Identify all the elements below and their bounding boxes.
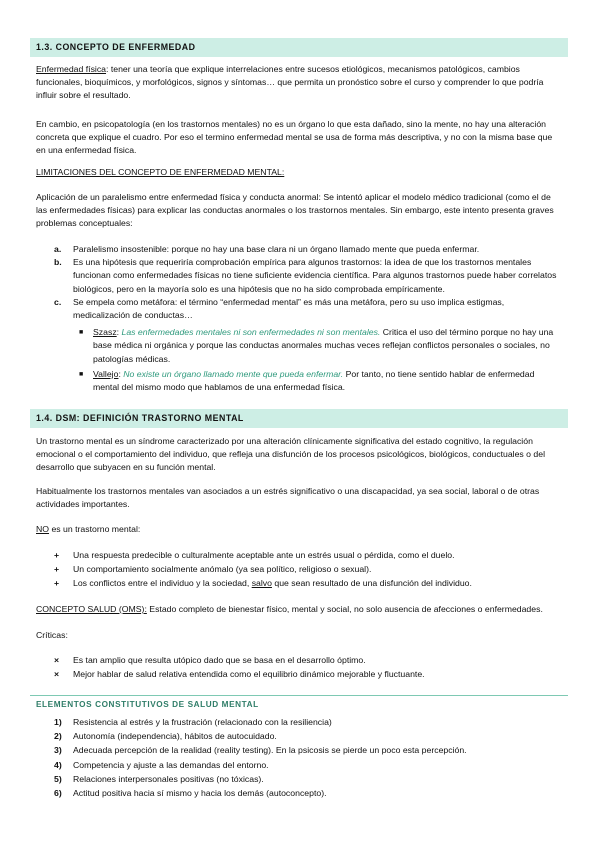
paragraph-paralelismo: Aplicación de un paralelismo entre enfermedad física y conducta anormal: Se intentó aplicar el modelo médico tradicional (como el de las enfermedades físicas) para explicar las conductas anormales o los trastornos mentales. Sin embargo, este intento presenta graves problemas conceptuales: [36,192,554,229]
elementos-list [36,716,560,800]
author-name: Szasz [93,327,117,338]
list-item [36,759,560,772]
list-marker: 6) [54,788,62,799]
list-marker: c. [54,296,62,307]
list-item-text: Actitud positiva hacia sí mismo y hacia los demás (autoconcepto). [73,788,327,799]
list-item-text: Resistencia al estrés y la frustración (relacionado con la resiliencia) [73,717,332,727]
definition-text: : tener una teoría que explique interrelaciones entre sucesos etiológicos, mecanismos patológicos, cambios funcionales, bioquímicos, y morfológicos, signos y síntomas… que permita un pronóstico sobre el curso y comprender lo que podría influir sobre el resultado. [36,64,544,101]
list-item-text: Adecuada percepción de la realidad (reality testing). En la psicosis se pierde un poco esta percepción. [73,745,467,756]
list-item-text: Paralelismo insostenible: porque no hay una base clara ni un órgano llamado mente que pueda enfermar. [73,244,480,254]
list-item-text: Los conflictos entre el individuo y la sociedad, [73,578,252,589]
salvo-word: salvo [251,578,272,589]
no-label: NO [36,524,50,534]
list-item [36,668,560,681]
list-item [36,563,560,576]
authors-sublist [73,326,560,394]
sublist-item-vallejo [73,368,560,394]
square-bullet-icon: ■ [79,329,84,337]
plus-bullet-icon: + [54,550,60,560]
list-item [36,549,560,562]
list-item [36,577,560,590]
list-item [36,243,560,256]
list-item-text-end: que sean resultado de una disfunción del individuo. [271,578,472,589]
section-heading-elementos: ELEMENTOS CONSTITUTIVOS DE SALUD MENTAL [30,695,568,712]
square-bullet-icon: ■ [79,370,84,378]
list-item-text: Es una hipótesis que requeriría comprobación empírica para algunos trastornos: la idea de que los trastornos mentales funcionan como enfermedades físicas no tiene suficiente evidencia científica. Para algunos trastornos puede haber correlatos biológicos, pero en la mayoría solo es una hipótesis que no ha sido comprobada empíricamente. [73,257,557,294]
list-item-text: Es tan amplio que resulta utópico dado que se basa en el desarrollo óptimo. [73,655,366,665]
list-item [36,730,560,743]
paragraph-enfermedad-fisica [36,63,560,103]
separator: : [116,327,122,338]
list-item [36,256,560,296]
concepto-salud [36,603,560,616]
list-item-text: Una respuesta predecible o culturalmente aceptable ante un estrés usual o pérdida, como el duelo. [73,550,455,560]
list-marker: 3) [54,745,62,756]
no-label-rest: es un trastorno mental: [49,524,141,534]
author-comment: Por tanto, no tiene sentido hablar de enfermedad mental del mismo modo que hablamos de una enfermedad física. [93,368,535,393]
list-item-text: Mejor hablar de salud relativa entendida como el equilibrio dinámico mejorable y fluctuante. [73,669,425,680]
plus-bullet-icon: + [54,564,60,575]
list-marker: b. [54,257,62,268]
list-marker: 1) [54,717,62,727]
salud-text: Estado completo de bienestar físico, mental y social, no solo ausencia de afecciones o enfermedades. [146,604,543,614]
list-marker: 2) [54,731,62,742]
list-item [36,773,560,786]
author-quote: No existe un órgano llamado mente que pueda enfermar. [123,368,344,379]
term-enfermedad-fisica: Enfermedad física [36,64,107,74]
list-item-text: Autonomía (independencia), hábitos de autocuidado. [73,731,277,742]
salud-label: CONCEPTO SALUD (OMS): [36,604,147,614]
list-marker: a. [54,244,62,254]
paragraph-habitualmente: Habitualmente los trastornos mentales van asociados a un estrés significativo o una discapacidad, ya sea social, laboral o de otras actividades importantes. [36,486,540,510]
criticas-list [36,654,560,681]
separator: : [118,368,124,379]
no-trastorno-list [36,549,560,591]
plus-bullet-icon: + [54,578,60,589]
cross-bullet-icon: × [54,669,60,680]
list-marker: 5) [54,773,62,784]
list-item-text: Relaciones interpersonales positivas (no tóxicas). [73,773,264,784]
sublist-item-szasz [73,326,560,366]
limitaciones-title: LIMITACIONES DEL CONCEPTO DE ENFERMEDAD MENTAL: [36,167,285,177]
list-item-text: Un comportamiento socialmente anómalo (ya sea político, religioso o sexual). [73,564,372,575]
cross-bullet-icon: × [54,655,60,665]
section-heading-1-3: 1.3. CONCEPTO DE ENFERMEDAD [30,38,568,57]
author-comment: Critica el uso del término porque no hay una base médica ni orgánica y porque las conductas anormales muchas veces reflejan conflictos personales o sociales, no patologías médicas. [93,327,554,364]
author-name: Vallejo [93,368,119,379]
limitaciones-list [36,243,560,394]
criticas-title: Críticas: [36,630,68,640]
list-item [36,744,560,757]
list-item [36,716,560,729]
paragraph-definicion-dsm: Un trastorno mental es un síndrome caracterizado por una alteración clínicamente significativa del estado cognitivo, la regulación emocional o el comportamiento del individuo, que refleja una disfunción de los procesos psicológicos, biológicos, conductuales o del desarrollo que subyacen en su función mental. [36,436,546,473]
paragraph-psicopatologia: En cambio, en psicopatología (en los trastornos mentales) no es un órgano lo que esta dañado, sino la mente, no hay una alteración concreta que explique el cuadro. Por eso el termino enfermedad mental se usa de forma más descriptiva, y no con la misma base que en una enfermedad física. [36,119,553,156]
list-item-text: Se empela como metáfora: el término “enfermedad mental” es más una metáfora, pero su uso implica estigmas, medicalización de conductas… [73,296,505,321]
no-trastorno-title [36,523,560,536]
list-item [36,296,560,394]
list-item [36,654,560,667]
list-item [36,787,560,800]
list-marker: 4) [54,759,62,770]
list-item-text: Competencia y ajuste a las demandas del entorno. [73,759,269,770]
author-quote: Las enfermedades mentales ni son enfermedades ni son mentales. [121,327,381,338]
section-heading-1-4: 1.4. DSM: DEFINICIÓN TRASTORNO MENTAL [30,409,568,428]
